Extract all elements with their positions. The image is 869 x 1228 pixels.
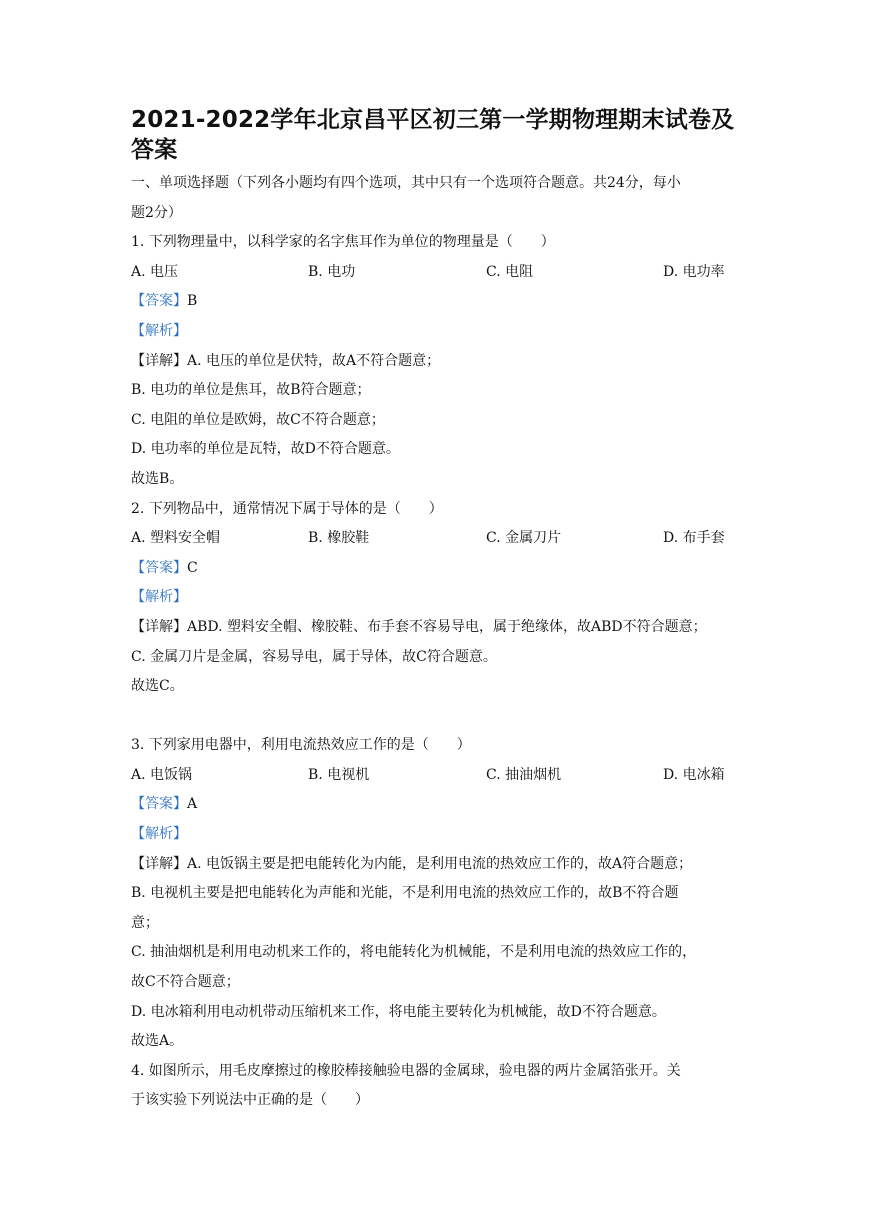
q1-options	[131, 258, 741, 288]
q3-stem: 3. 下列家用电器中，利用电流热效应工作的是（ ）	[131, 737, 471, 754]
q3-option-d: D. 电冰箱	[663, 766, 725, 783]
q3-option-c: C. 抽油烟机	[486, 766, 562, 783]
q3-analysis-tag: 【解析】	[131, 826, 187, 843]
q3-answer	[131, 790, 741, 820]
q3-detail-text-0: A. 电饭锅主要是把电能转化为内能，是利用电流的热效应工作的，故A符合题意；	[187, 855, 693, 872]
answer-tag: 【答案】	[131, 293, 187, 310]
q1-conclusion: 故选B。	[131, 470, 184, 487]
q3-option-a: A. 电饭锅	[131, 766, 193, 783]
section-heading: 一、单项选择题（下列各小题均有四个选项，其中只有一个选项符合题意。共24分，每小	[131, 175, 681, 191]
q2-answer-value: C	[187, 559, 198, 576]
detail-tag: 【详解】	[131, 618, 187, 635]
q3-option-b: B. 电视机	[308, 766, 370, 783]
q3-answer-value: A	[187, 796, 198, 813]
q1-analysis-tag: 【解析】	[131, 322, 187, 339]
q4-stem: 4. 如图所示，用毛皮摩擦过的橡胶棒接触验电器的金属球，验电器的两片金属箔张开。关	[131, 1062, 681, 1079]
q1-stem: 1. 下列物理量中，以科学家的名字焦耳作为单位的物理量是（ ）	[131, 234, 555, 251]
q3-detail-3: C. 抽油烟机是利用电动机来工作的，将电能转化为机械能，不是利用电流的热效应工作的，	[131, 944, 697, 961]
section-heading-cont: 题2分）	[131, 204, 182, 221]
q3-options	[131, 761, 741, 791]
q1-detail-text-0: A. 电压的单位是伏特，故A不符合题意；	[187, 352, 441, 369]
q2-detail-text-0: ABD. 塑料安全帽、橡胶鞋、布手套不容易导电，属于绝缘体，故ABD不符合题意；	[187, 618, 707, 635]
q1-option-d: D. 电功率	[663, 263, 725, 280]
answer-tag: 【答案】	[131, 796, 187, 813]
q2-stem: 2. 下列物品中，通常情况下属于导体的是（ ）	[131, 500, 443, 517]
q3-conclusion: 故选A。	[131, 1033, 184, 1050]
q1-detail-1: B. 电功的单位是焦耳，故B符合题意；	[131, 382, 371, 399]
q3-detail-1: B. 电视机主要是把电能转化为声能和光能，不是利用电流的热效应工作的，故B不符合题	[131, 885, 679, 902]
q2-options	[131, 524, 741, 554]
q2-detail-1: C. 金属刀片是金属，容易导电，属于导体，故C符合题意。	[131, 648, 497, 665]
q2-detail-0	[131, 613, 741, 643]
q4-stem-cont: 于该实验下列说法中正确的是（ ）	[131, 1092, 369, 1109]
document-page	[131, 105, 741, 1116]
q1-answer	[131, 287, 741, 317]
q2-answer	[131, 554, 741, 584]
q1-detail-2: C. 电阻的单位是欧姆，故C不符合题意；	[131, 411, 385, 428]
detail-tag: 【详解】	[131, 855, 187, 872]
q2-conclusion: 故选C。	[131, 678, 184, 695]
detail-tag: 【详解】	[131, 352, 187, 369]
q1-answer-value: B	[187, 293, 198, 310]
blank-line	[131, 702, 741, 732]
q1-option-b: B. 电功	[308, 263, 356, 280]
q3-detail-0	[131, 850, 741, 880]
q1-option-c: C. 电阻	[486, 263, 534, 280]
q2-option-c: C. 金属刀片	[486, 530, 562, 547]
document-title: 2021-2022学年北京昌平区初三第一学期物理期末试卷及答案	[131, 107, 735, 163]
q3-detail-5: D. 电冰箱利用电动机带动压缩机来工作，将电能主要转化为机械能，故D不符合题意。	[131, 1003, 666, 1020]
q2-analysis-tag: 【解析】	[131, 589, 187, 606]
q2-option-a: A. 塑料安全帽	[131, 530, 221, 547]
q2-option-d: D. 布手套	[663, 530, 725, 547]
q1-option-a: A. 电压	[131, 263, 179, 280]
q3-detail-2: 意；	[131, 914, 159, 931]
answer-tag: 【答案】	[131, 559, 187, 576]
q1-detail-3: D. 电功率的单位是瓦特，故D不符合题意。	[131, 441, 400, 458]
q2-option-b: B. 橡胶鞋	[308, 530, 370, 547]
q3-detail-4: 故C不符合题意；	[131, 974, 240, 991]
q1-detail-0	[131, 347, 741, 377]
